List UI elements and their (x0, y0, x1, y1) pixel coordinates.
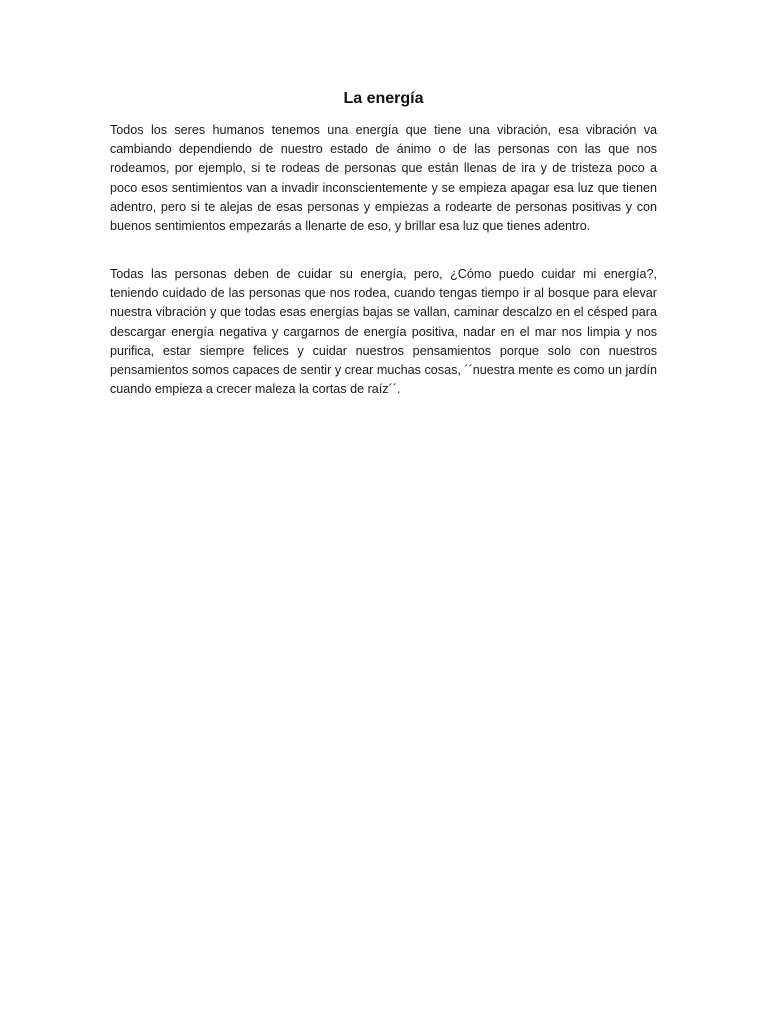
document-title: La energía (343, 90, 424, 107)
paragraph-1: Todos los seres humanos tenemos una energía que tiene una vibración, esa vibración va cambiando dependiendo de nuestro estado de ánimo o de las personas con las que nos rodeamos, por ejemplo, si te rodeas de personas que están llenas de ira y de tristeza poco a poco esos sentimientos van a invadir inconscientemente y se empieza apagar esa luz que tienen adentro, pero si te alejas de esas personas y empiezas a rodearte de personas positivas y con buenos sentimientos empezarás a llenarte de eso, y brillar esa luz que tienes adentro. (110, 123, 657, 234)
paragraph-2: Todas las personas deben de cuidar su energía, pero, ¿Cómo puedo cuidar mi energía?, teniendo cuidado de las personas que nos rodea, cuando tengas tiempo ir al bosque para elevar nuestra vibración y que todas esas energías bajas se vallan, caminar descalzo en el césped para descargar energía negativa y cargarnos de energía positiva, nadar en el mar nos limpia y nos purifica, estar siempre felices y cuidar nuestros pensamientos porque solo con nuestros pensamientos somos capaces de sentir y crear muchas cosas, ´´nuestra mente es como un jardín cuando empieza a crecer maleza la cortas de raíz´´. (110, 267, 657, 397)
